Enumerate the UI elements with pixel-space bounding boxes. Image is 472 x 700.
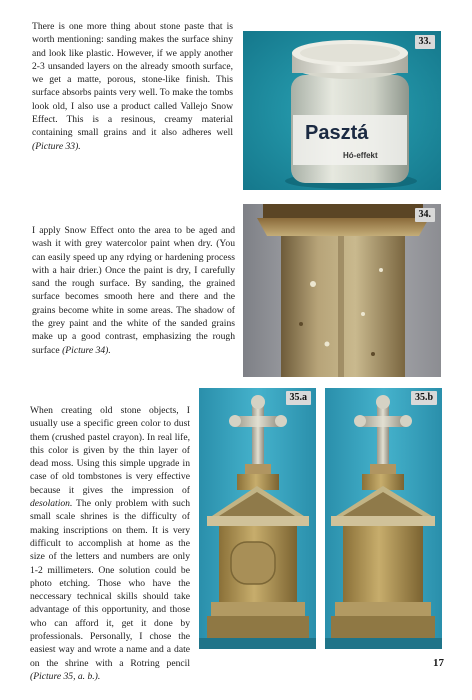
paragraph-stone-paste [32,20,233,153]
figure-label-34: 34. [415,208,436,222]
paragraph-text: There is one more thing about stone paste that is worth mentioning: sanding makes the surface shiny and look like plastic. However, if we apply another 2-3 unsanded layers on the already smooth surface, we get a matte, porous, stone-like finish. This surface absorbs paints very well. To make the tombs look old, I also use a product called Vallejo Snow Effect. This is a resinous, creamy material containing small grains and it also adheres well [32,21,233,139]
paragraph-old-stone [30,404,190,683]
jar-brand-text: Pasztá [305,122,369,144]
photo-jar [243,31,441,190]
paragraph-snow-effect [32,224,235,357]
paragraph-text: When creating old stone objects, I usually use a specific green color to dust them (crushed pastel crayon). In real life, this color is given by the thin layer of dead moss. Using this simple upgrade in case of old tombstones is very effective because it gives the impression of [30,405,190,496]
jar-illustration [243,31,441,190]
photo-aged-base [243,204,441,377]
figure-label-33: 33. [415,35,436,49]
figure-label-35a: 35.a [286,391,312,405]
picture-reference: (Picture 34). [62,344,111,356]
paragraph-text: I apply Snow Effect onto the area to be aged and wash it with grey watercolor paint when dry. (You can easily speed up any rdying or hardening process with a hair drier.) Once the paint is dry, I carefully sand the rough surface. By sanding, the grained surface becomes smooth here and there and the grains become white in some areas. The shadow of the grey paint and the white of the sanded grains make up a good contrast, emphasizing the rough surface [32,225,235,356]
picture-reference: (Picture 35, a. b.). [30,670,101,682]
shrine-b-illustration [325,388,442,649]
jar-subtitle-text: Hó-effekt [343,151,378,160]
photo-shrine-b [325,388,442,649]
picture-reference: (Picture 33). [32,140,81,152]
photo-shrine-a [199,388,316,649]
figure-label-35b: 35.b [411,391,437,405]
page-number: 17 [433,657,444,669]
paragraph-emphasis: desolation. [30,498,73,510]
paragraph-text: The only problem with such small scale shrines is the difficulty of making inscriptions on them. It is very difficult to accomplish at home as the size of the letters and numbers are only 1-2 millimeters. One solution could be photo etching. Those who have the neccessary technical skills should take advantage of this opportunity, and those who can afford it, get it done by professionals. Personally, I chose the easiest way and wrote a name and a date on the shrine with a Rotring pencil [30,498,190,669]
shrine-a-illustration [199,388,316,649]
aged-base-illustration [243,204,441,377]
